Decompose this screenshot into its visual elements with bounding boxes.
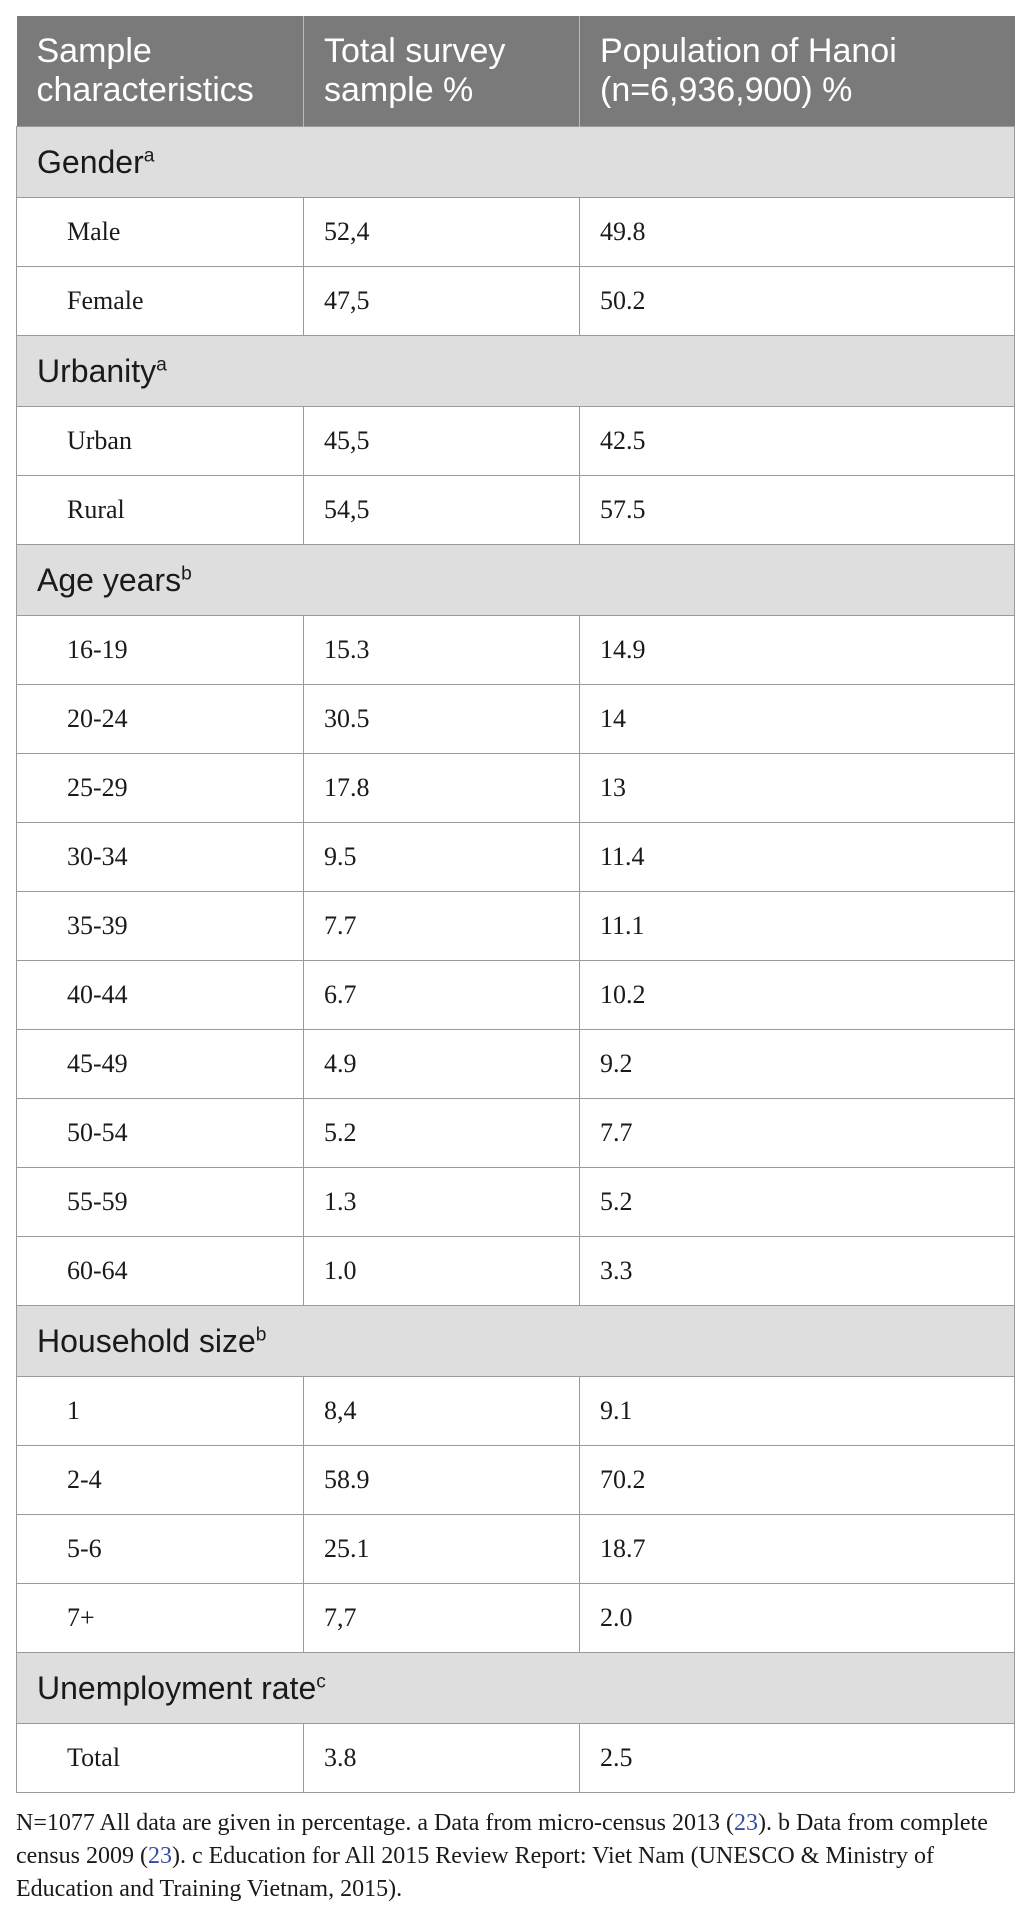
row-label-cell: 20-24 <box>17 685 304 754</box>
table-row <box>17 1446 1015 1515</box>
sample-percent-cell: 3.8 <box>304 1724 580 1793</box>
row-label-cell: 25-29 <box>17 754 304 823</box>
population-percent-cell: 2.5 <box>580 1724 1015 1793</box>
sample-percent-cell: 54,5 <box>304 476 580 545</box>
population-percent-cell: 11.1 <box>580 892 1015 961</box>
sample-percent-cell: 15.3 <box>304 616 580 685</box>
table-row <box>17 823 1015 892</box>
sample-percent-cell: 7,7 <box>304 1584 580 1653</box>
population-percent-cell: 9.1 <box>580 1377 1015 1446</box>
table-row <box>17 1515 1015 1584</box>
demographics-table <box>16 16 1015 1793</box>
section-title-cell <box>17 545 1015 616</box>
section-header-row <box>17 127 1015 198</box>
sample-percent-cell: 4.9 <box>304 1030 580 1099</box>
population-percent-cell: 70.2 <box>580 1446 1015 1515</box>
row-label-cell: 60-64 <box>17 1237 304 1306</box>
sample-percent-cell: 58.9 <box>304 1446 580 1515</box>
table-row <box>17 754 1015 823</box>
section-title-cell <box>17 127 1015 198</box>
table-row <box>17 1099 1015 1168</box>
population-percent-cell: 7.7 <box>580 1099 1015 1168</box>
table-row <box>17 476 1015 545</box>
population-percent-cell: 13 <box>580 754 1015 823</box>
table-row <box>17 1377 1015 1446</box>
sample-percent-cell: 25.1 <box>304 1515 580 1584</box>
row-label-cell: Male <box>17 198 304 267</box>
population-percent-cell: 5.2 <box>580 1168 1015 1237</box>
population-percent-cell: 9.2 <box>580 1030 1015 1099</box>
section-header-row <box>17 1306 1015 1377</box>
row-label-cell: 45-49 <box>17 1030 304 1099</box>
population-percent-cell: 2.0 <box>580 1584 1015 1653</box>
sample-percent-cell: 6.7 <box>304 961 580 1030</box>
table-row <box>17 685 1015 754</box>
footnote-ref-link[interactable]: 23 <box>733 1810 758 1836</box>
population-percent-cell: 42.5 <box>580 407 1015 476</box>
population-percent-cell: 10.2 <box>580 961 1015 1030</box>
section-title-cell <box>17 1653 1015 1724</box>
footnote-text-1: N=1077 All data are given in percentage. a Data from micro-census 2013 ( <box>16 1810 734 1836</box>
header-col3-line2: (n=6,936,900) % <box>600 71 853 109</box>
row-label-cell: 16-19 <box>17 616 304 685</box>
section-title: Urbanity <box>37 352 157 389</box>
row-label-cell: Total <box>17 1724 304 1793</box>
table-footnote <box>16 1807 1014 1906</box>
section-footnote-marker: a <box>156 353 167 375</box>
sample-percent-cell: 9.5 <box>304 823 580 892</box>
table-row <box>17 1584 1015 1653</box>
row-label-cell: Female <box>17 267 304 336</box>
sample-percent-cell: 47,5 <box>304 267 580 336</box>
sample-percent-cell: 8,4 <box>304 1377 580 1446</box>
population-percent-cell: 18.7 <box>580 1515 1015 1584</box>
header-population-hanoi <box>580 16 1015 127</box>
table-row <box>17 267 1015 336</box>
sample-percent-cell: 17.8 <box>304 754 580 823</box>
header-col3-line1: Population of Hanoi <box>600 32 897 70</box>
population-percent-cell: 57.5 <box>580 476 1015 545</box>
table-body <box>17 127 1015 1793</box>
population-percent-cell: 49.8 <box>580 198 1015 267</box>
sample-percent-cell: 45,5 <box>304 407 580 476</box>
header-row <box>17 16 1015 127</box>
header-total-survey-sample <box>304 16 580 127</box>
table-row <box>17 616 1015 685</box>
section-footnote-marker: b <box>181 562 192 584</box>
table-row <box>17 1030 1015 1099</box>
section-title: Age years <box>37 561 182 598</box>
population-percent-cell: 14 <box>580 685 1015 754</box>
row-label-cell: 40-44 <box>17 961 304 1030</box>
table-row <box>17 198 1015 267</box>
footnote-text-3: ). c Education for All 2015 Review Report: Viet Nam (UNESCO & Ministry of Education and Training Vietnam, 2015). <box>16 1843 934 1902</box>
header-col2-line1: Total survey <box>324 32 506 70</box>
table-row <box>17 961 1015 1030</box>
sample-percent-cell: 1.3 <box>304 1168 580 1237</box>
section-footnote-marker: a <box>143 144 155 166</box>
sample-percent-cell: 5.2 <box>304 1099 580 1168</box>
row-label-cell: 55-59 <box>17 1168 304 1237</box>
section-header-row <box>17 1653 1015 1724</box>
table-row <box>17 892 1015 961</box>
header-col1-line1: Sample <box>36 32 152 70</box>
table-row <box>17 1724 1015 1793</box>
row-label-cell: Rural <box>17 476 304 545</box>
sample-percent-cell: 52,4 <box>304 198 580 267</box>
row-label-cell: 30-34 <box>17 823 304 892</box>
population-percent-cell: 3.3 <box>580 1237 1015 1306</box>
row-label-cell: Urban <box>17 407 304 476</box>
section-footnote-marker: c <box>316 1670 326 1692</box>
section-header-row <box>17 545 1015 616</box>
row-label-cell: 50-54 <box>17 1099 304 1168</box>
section-title-cell <box>17 336 1015 407</box>
sample-percent-cell: 1.0 <box>304 1237 580 1306</box>
header-sample-characteristics <box>17 16 304 127</box>
footnote-text-2: ). b Data from complete census 2009 ( <box>16 1810 988 1869</box>
table-container <box>16 16 1014 1906</box>
section-header-row <box>17 336 1015 407</box>
section-title: Unemployment rate <box>37 1669 317 1706</box>
row-label-cell: 35-39 <box>17 892 304 961</box>
section-title: Gender <box>37 143 144 180</box>
sample-percent-cell: 7.7 <box>304 892 580 961</box>
section-title-cell <box>17 1306 1015 1377</box>
population-percent-cell: 11.4 <box>580 823 1015 892</box>
table-row <box>17 1237 1015 1306</box>
header-col2-line2: sample % <box>324 71 474 109</box>
sample-percent-cell: 30.5 <box>304 685 580 754</box>
table-row <box>17 407 1015 476</box>
population-percent-cell: 50.2 <box>580 267 1015 336</box>
row-label-cell: 5-6 <box>17 1515 304 1584</box>
row-label-cell: 1 <box>17 1377 304 1446</box>
section-footnote-marker: b <box>255 1323 267 1345</box>
header-col1-line2: characteristics <box>36 71 254 109</box>
row-label-cell: 7+ <box>17 1584 304 1653</box>
section-title: Household size <box>37 1322 256 1359</box>
row-label-cell: 2-4 <box>17 1446 304 1515</box>
table-row <box>17 1168 1015 1237</box>
population-percent-cell: 14.9 <box>580 616 1015 685</box>
footnote-ref-link[interactable]: 23 <box>147 1843 172 1869</box>
